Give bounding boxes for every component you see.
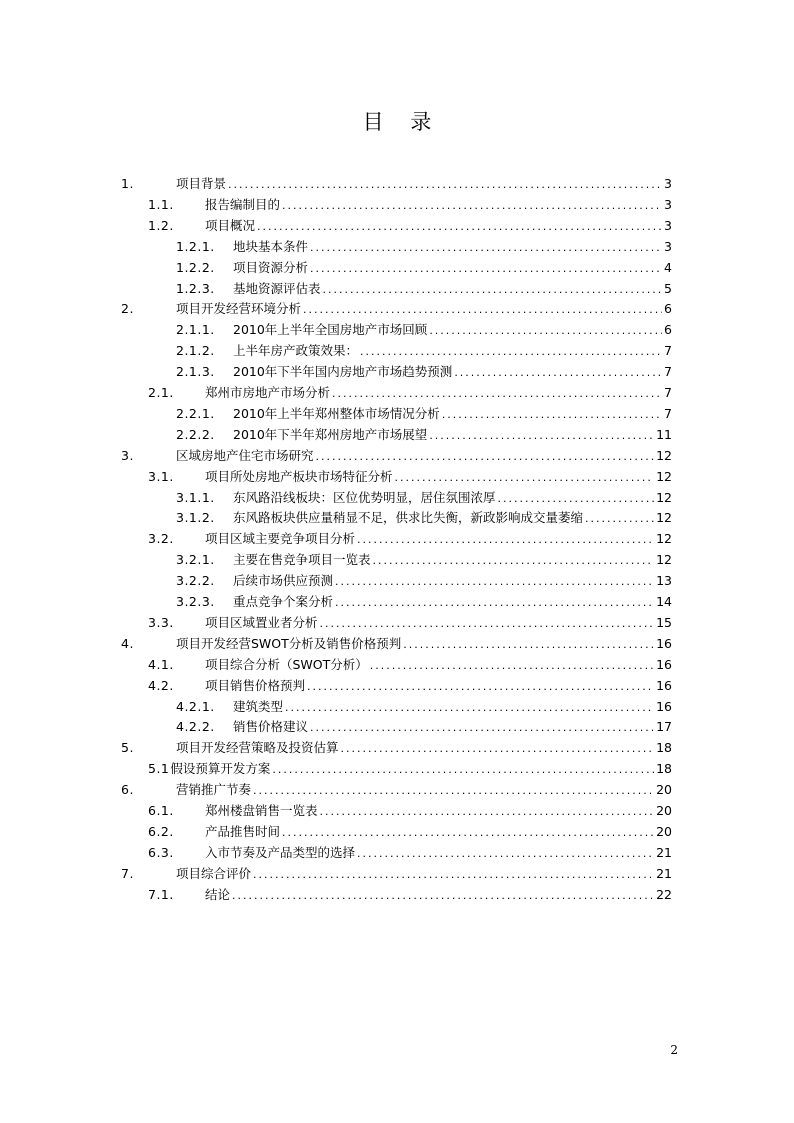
toc-entry-page: 15 [656, 614, 672, 630]
page-number: 2 [670, 1043, 678, 1057]
toc-dot-leader [429, 429, 654, 443]
page-title: 目 录 [362, 110, 432, 134]
toc-entry-title: 基地资源评估表 [233, 280, 321, 296]
toc-entry-title: 入市节奏及产品类型的选择 [205, 844, 356, 860]
toc-entry-page: 20 [656, 782, 672, 798]
toc-dot-leader [442, 408, 662, 422]
toc-dot-leader [360, 345, 662, 359]
toc-dot-leader [357, 533, 654, 547]
toc-entry-title: 项目综合分析（SWOT分析） [205, 656, 368, 672]
toc-entry[interactable] [148, 214, 672, 234]
toc-entry-page: 21 [656, 865, 672, 881]
toc-entry[interactable] [176, 695, 672, 715]
toc-entry-title: 重点竞争个案分析 [233, 594, 334, 609]
toc-entry-page: 16 [656, 677, 672, 693]
toc-entry-title: 东风路板块供应量稍显不足，供求比失衡，新政影响成交量萎缩 [233, 510, 584, 526]
toc-dot-leader [316, 450, 655, 464]
toc-entry-number: 3. [121, 447, 134, 463]
toc-entry-title: 2010年下半年郑州房地产市场展望 [233, 426, 428, 442]
toc-entry-page: 18 [656, 740, 672, 756]
toc-entry[interactable] [176, 235, 672, 255]
toc-entry[interactable] [121, 736, 672, 756]
toc-entry-title: 主要在售竞争项目一览表 [233, 552, 371, 568]
toc-entry-title: 项目开发经营环境分析 [176, 301, 302, 317]
toc-dot-leader [253, 868, 654, 882]
toc-entry-number: 1.2.2. [176, 259, 215, 275]
toc-entry-title: 报告编制目的 [205, 196, 281, 212]
toc-entry-number: 6.1. [148, 803, 174, 818]
toc-dot-leader [282, 826, 654, 840]
toc-entry-title: 项目开发经营SWOT分析及销售价格预判 [176, 635, 402, 651]
toc-entry-title: 2010年下半年国内房地产市场趋势预测 [233, 364, 453, 380]
toc-entry[interactable] [176, 548, 672, 568]
toc-entry-title: 地块基本条件 [233, 238, 309, 254]
toc-entry[interactable] [121, 862, 672, 882]
toc-entry-number: 7.1. [148, 886, 174, 902]
toc-entry[interactable] [148, 381, 672, 401]
toc-entry-page: 3 [664, 176, 672, 191]
toc-dot-leader [585, 512, 654, 526]
toc-dot-leader [429, 324, 662, 338]
toc-dot-leader [323, 283, 663, 297]
toc-entry-title: 营销推广节奏 [176, 782, 252, 798]
toc-entry-page: 7 [664, 385, 672, 400]
toc-entry-number: 1.2.1. [176, 238, 215, 254]
toc-entry-number: 2.1.1. [176, 322, 215, 338]
toc-entry-page: 16 [656, 656, 672, 672]
toc-dot-leader [253, 784, 654, 798]
toc-entry-number: 6.2. [148, 823, 174, 839]
toc-entry-page: 3 [664, 196, 672, 212]
toc-dot-leader [285, 701, 654, 715]
toc-entry[interactable] [148, 611, 672, 631]
toc-entry[interactable] [148, 653, 672, 673]
toc-dot-leader [335, 575, 654, 589]
toc-dot-leader [320, 617, 655, 631]
toc-entry-number: 2.1. [148, 385, 174, 400]
toc-entry-page: 18 [656, 761, 672, 777]
toc-entry-number: 7. [121, 865, 134, 881]
toc-entry-title: 区域房地产住宅市场研究 [176, 447, 314, 463]
toc-entry-number: 3.2.1. [176, 552, 215, 568]
toc-entry-number: 4.2. [148, 677, 174, 693]
toc-dot-leader [310, 721, 654, 735]
toc-dot-leader [257, 220, 662, 234]
toc-entry-title: 假设预算开发方案 [170, 761, 271, 777]
toc-entry[interactable] [176, 256, 672, 276]
toc-entry-number: 1. [121, 176, 134, 191]
toc-entry-number: 5.1 [148, 761, 170, 777]
toc-entry-number: 3.2. [148, 531, 174, 547]
toc-dot-leader [282, 199, 662, 213]
toc-entry-number: 3.1.2. [176, 510, 215, 526]
toc-entry-page: 21 [656, 844, 672, 860]
toc-dot-leader [303, 303, 662, 317]
toc-entry[interactable] [148, 757, 672, 777]
toc-dot-leader [370, 659, 654, 673]
toc-entry-page: 7 [664, 343, 672, 359]
toc-entry-title: 项目概况 [205, 217, 256, 233]
toc-entry-page: 17 [656, 719, 672, 735]
toc-entry-title: 产品推售时间 [205, 823, 281, 839]
toc-entry-page: 6 [664, 322, 672, 338]
toc-entry-number: 6.3. [148, 844, 174, 860]
toc-entry-number: 4.2.1. [176, 698, 215, 714]
toc-dot-leader [498, 492, 655, 506]
toc-entry-page: 14 [656, 594, 672, 609]
toc-entry[interactable] [148, 883, 672, 903]
toc-entry-title: 2010年上半年郑州整体市场情况分析 [233, 405, 440, 421]
toc-dot-leader [307, 680, 654, 694]
toc-entry[interactable] [148, 527, 672, 547]
toc-entry-title: 项目所处房地产板块市场特征分析 [205, 468, 393, 484]
toc-dot-leader [403, 638, 654, 652]
toc-entry-number: 2. [121, 301, 134, 317]
toc-entry-page: 12 [656, 468, 672, 484]
toc-entry-title: 项目区域置业者分析 [205, 614, 318, 630]
toc-entry-page: 22 [656, 886, 672, 902]
toc-entry[interactable] [176, 569, 672, 589]
toc-entry-number: 3.3. [148, 614, 174, 630]
toc-entry-page: 7 [664, 364, 672, 380]
toc-dot-leader [335, 596, 654, 610]
toc-entry[interactable] [176, 590, 672, 610]
toc-entry[interactable] [121, 297, 672, 317]
toc-entry-title: 项目综合评价 [176, 865, 252, 881]
toc-entry-page: 12 [656, 447, 672, 463]
toc-entry[interactable] [176, 402, 672, 422]
toc-entry-number: 4. [121, 635, 134, 651]
toc-entry-page: 11 [656, 426, 672, 442]
toc-entry-title: 项目开发经营策略及投资估算 [176, 740, 339, 756]
toc-entry[interactable] [176, 423, 672, 443]
toc-dot-leader [320, 805, 655, 819]
toc-entry-page: 7 [664, 405, 672, 421]
toc-entry[interactable] [148, 841, 672, 861]
toc-dot-leader [357, 847, 654, 861]
toc-entry-number: 3.1.1. [176, 489, 215, 505]
toc-dot-leader [454, 366, 662, 380]
toc-entry-page: 12 [656, 510, 672, 526]
toc-dot-leader [310, 241, 662, 255]
toc-dot-leader [395, 471, 655, 485]
toc-dot-leader [272, 763, 654, 777]
toc-entry[interactable] [121, 632, 672, 652]
toc-entry-number: 4.2.2. [176, 719, 215, 735]
toc-entry[interactable] [176, 715, 672, 735]
toc-entry-title: 项目销售价格预判 [205, 677, 306, 693]
toc-entry-page: 12 [656, 531, 672, 547]
toc-entry-title: 后续市场供应预测 [233, 573, 334, 589]
toc-entry-number: 3.2.3. [176, 594, 215, 609]
toc-entry-number: 1.2.3. [176, 280, 215, 296]
toc-entry-page: 20 [656, 823, 672, 839]
toc-entry-title: 项目背景 [176, 176, 227, 191]
toc-entry-page: 16 [656, 635, 672, 651]
toc-entry-page: 20 [656, 803, 672, 818]
toc-entry[interactable] [148, 674, 672, 694]
toc-dot-leader [228, 178, 662, 192]
toc-entry-title: 项目区域主要竞争项目分析 [205, 531, 356, 547]
toc-entry-title: 销售价格建议 [233, 719, 309, 735]
toc-entry[interactable] [176, 506, 672, 526]
toc-entry-page: 12 [656, 552, 672, 568]
toc-entry[interactable] [121, 444, 672, 464]
toc-entry[interactable] [176, 360, 672, 380]
toc-entry-page: 16 [656, 698, 672, 714]
toc-entry[interactable] [148, 465, 672, 485]
toc-entry[interactable] [121, 172, 672, 192]
toc-entry-title: 郑州市房地产市场分析 [205, 385, 331, 400]
toc-entry[interactable] [148, 193, 672, 213]
toc-entry[interactable] [148, 820, 672, 840]
toc-entry-title: 2010年上半年全国房地产市场回顾 [233, 322, 428, 338]
toc-dot-leader [232, 889, 654, 903]
toc-entry-number: 6. [121, 782, 134, 798]
toc-entry-number: 3.2.2. [176, 573, 215, 589]
toc-entry[interactable] [148, 799, 672, 819]
toc-entry-page: 5 [664, 280, 672, 296]
toc-entry-page: 3 [664, 238, 672, 254]
toc-entry-number: 2.1.3. [176, 364, 215, 380]
toc-dot-leader [332, 387, 662, 401]
toc-entry[interactable] [176, 277, 672, 297]
toc-entry-number: 1.1. [148, 196, 174, 212]
toc-entry-title: 项目资源分析 [233, 259, 309, 275]
toc-dot-leader [310, 262, 662, 276]
toc-entry[interactable] [121, 778, 672, 798]
toc-entry[interactable] [176, 486, 672, 506]
toc-dot-leader [373, 554, 655, 568]
toc-entry-title: 东风路沿线板块：区位优势明显，居住氛围浓厚 [233, 489, 496, 505]
toc-entry-number: 2.2.2. [176, 426, 215, 442]
toc-entry-title: 郑州楼盘销售一览表 [205, 803, 318, 818]
toc-entry-number: 4.1. [148, 656, 174, 672]
toc-entry[interactable] [176, 318, 672, 338]
toc-entry-page: 13 [656, 573, 672, 589]
toc-entry-number: 2.1.2. [176, 343, 215, 359]
toc-entry-title: 上半年房产政策效果： [233, 343, 359, 359]
toc-entry-number: 2.2.1. [176, 405, 215, 421]
toc-entry-page: 4 [664, 259, 672, 275]
toc-entry-page: 3 [664, 217, 672, 233]
toc-entry-page: 12 [656, 489, 672, 505]
toc-entry-number: 3.1. [148, 468, 174, 484]
toc-entry-title: 结论 [205, 886, 231, 902]
toc-entry-page: 6 [664, 301, 672, 317]
toc-entry-title: 建筑类型 [233, 698, 284, 714]
toc-entry-number: 5. [121, 740, 134, 756]
toc-entry-number: 1.2. [148, 217, 174, 233]
toc-entry[interactable] [176, 339, 672, 359]
toc-dot-leader [341, 742, 655, 756]
